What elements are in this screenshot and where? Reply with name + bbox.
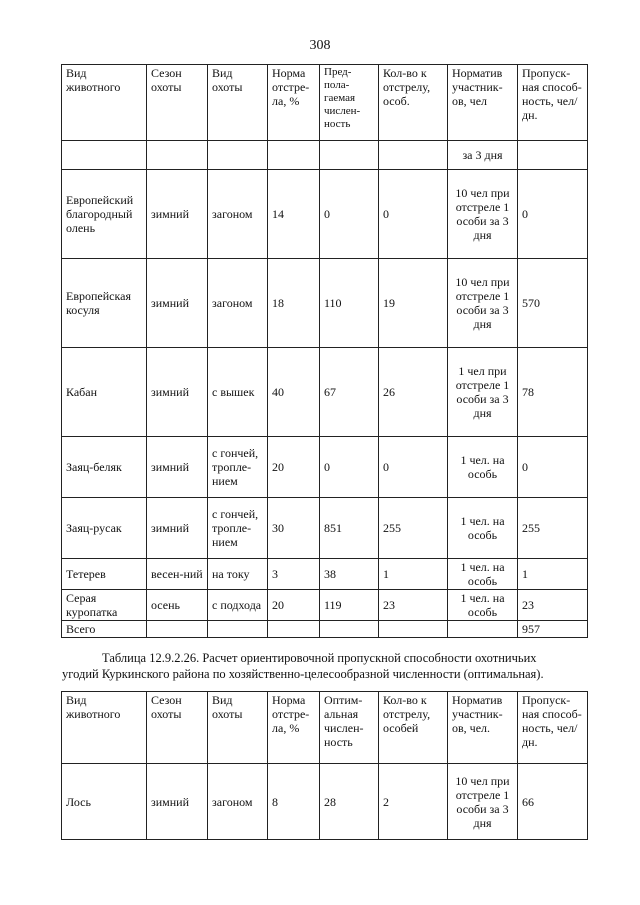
table-row — [62, 498, 588, 559]
season-cell: весен-ний — [147, 559, 208, 590]
total-value: 957 — [518, 621, 588, 638]
total-label: Всего — [62, 621, 147, 638]
norm-cell: 3 — [268, 559, 320, 590]
animal-cell: Европейский благородный олень — [62, 170, 147, 259]
participants-cell: 10 чел при отстреле 1 особи за 3 дня — [448, 170, 518, 259]
count-cell: 0 — [379, 437, 448, 498]
capacity-cell: 1 — [518, 559, 588, 590]
norm-cell: 20 — [268, 590, 320, 621]
animal-cell: Заяц-беляк — [62, 437, 147, 498]
animal-cell: Лось — [62, 764, 147, 840]
animal-cell: Тетерев — [62, 559, 147, 590]
count-cell: 255 — [379, 498, 448, 559]
table-caption — [62, 650, 588, 682]
participants-cell: 1 чел при отстреле 1 особи за 3 дня — [448, 348, 518, 437]
season-cell: зимний — [147, 764, 208, 840]
caption-line-2: угодий Куркинского района по хозяйственно-целесообразной численности (оптимальная). — [62, 667, 544, 681]
population-cell: 0 — [320, 437, 379, 498]
table-row — [62, 259, 588, 348]
animal-cell: Серая куропатка — [62, 590, 147, 621]
hunt-type-cell: с гончей, тропле-нием — [208, 437, 268, 498]
table-row — [62, 348, 588, 437]
header-norm: Норма отстре-ла, % — [268, 65, 320, 141]
header-capacity: Пропуск-ная способ-ность, чел/дн. — [518, 65, 588, 141]
header-count: Кол-во к отстрелу, особей — [379, 692, 448, 764]
capacity-cell: 0 — [518, 437, 588, 498]
norm-cell: 8 — [268, 764, 320, 840]
header-participants: Норматив участник-ов, чел — [448, 65, 518, 141]
norm-cell: 20 — [268, 437, 320, 498]
total-row — [62, 621, 588, 638]
count-cell: 1 — [379, 559, 448, 590]
table-header-row — [62, 692, 588, 764]
population-cell: 28 — [320, 764, 379, 840]
population-cell: 119 — [320, 590, 379, 621]
header-season: Сезон охоты — [147, 65, 208, 141]
continuation-text: за 3 дня — [448, 141, 518, 170]
capacity-cell: 570 — [518, 259, 588, 348]
hunt-type-cell: загоном — [208, 170, 268, 259]
count-cell: 23 — [379, 590, 448, 621]
capacity-cell: 66 — [518, 764, 588, 840]
count-cell: 26 — [379, 348, 448, 437]
participants-cell: 10 чел при отстреле 1 особи за 3 дня — [448, 764, 518, 840]
norm-cell: 14 — [268, 170, 320, 259]
season-cell: зимний — [147, 437, 208, 498]
hunt-type-cell: с гончей, тропле-нием — [208, 498, 268, 559]
participants-cell: 10 чел при отстреле 1 особи за 3 дня — [448, 259, 518, 348]
continuation-row — [62, 141, 588, 170]
capacity-cell: 0 — [518, 170, 588, 259]
header-animal: Вид животного — [62, 692, 147, 764]
season-cell: зимний — [147, 259, 208, 348]
count-cell: 2 — [379, 764, 448, 840]
header-animal: Вид животного — [62, 65, 147, 141]
capacity-cell: 255 — [518, 498, 588, 559]
norm-cell: 30 — [268, 498, 320, 559]
population-cell: 851 — [320, 498, 379, 559]
season-cell: зимний — [147, 498, 208, 559]
header-population: Оптим-альная числен-ность — [320, 692, 379, 764]
capacity-cell: 23 — [518, 590, 588, 621]
table-row — [62, 437, 588, 498]
count-cell: 19 — [379, 259, 448, 348]
count-cell: 0 — [379, 170, 448, 259]
hunt-type-cell: загоном — [208, 259, 268, 348]
caption-line-1: Таблица 12.9.2.26. Расчет ориентировочной пропускной способности охотничьих — [102, 651, 537, 665]
season-cell: зимний — [147, 348, 208, 437]
participants-cell: 1 чел. на особь — [448, 590, 518, 621]
population-cell: 0 — [320, 170, 379, 259]
norm-cell: 40 — [268, 348, 320, 437]
header-hunt-type: Вид охоты — [208, 65, 268, 141]
optimal-capacity-table — [61, 691, 588, 840]
header-population: Пред-пола-гаемая числен-ность — [320, 65, 379, 141]
population-cell: 38 — [320, 559, 379, 590]
animal-cell: Заяц-русак — [62, 498, 147, 559]
table-row — [62, 590, 588, 621]
population-cell: 67 — [320, 348, 379, 437]
animal-cell: Европейская косуля — [62, 259, 147, 348]
norm-cell: 18 — [268, 259, 320, 348]
animal-cell: Кабан — [62, 348, 147, 437]
table-row — [62, 764, 588, 840]
header-season: Сезон охоты — [147, 692, 208, 764]
hunt-type-cell: на току — [208, 559, 268, 590]
hunting-capacity-table — [61, 64, 588, 638]
participants-cell: 1 чел. на особь — [448, 498, 518, 559]
population-cell: 110 — [320, 259, 379, 348]
table-header-row — [62, 65, 588, 141]
participants-cell: 1 чел. на особь — [448, 437, 518, 498]
header-count: Кол-во к отстрелу, особ. — [379, 65, 448, 141]
table-row — [62, 559, 588, 590]
season-cell: зимний — [147, 170, 208, 259]
hunt-type-cell: с вышек — [208, 348, 268, 437]
header-norm: Норма отстре-ла, % — [268, 692, 320, 764]
header-hunt-type: Вид охоты — [208, 692, 268, 764]
capacity-cell: 78 — [518, 348, 588, 437]
header-participants: Норматив участник-ов, чел. — [448, 692, 518, 764]
page-number: 308 — [309, 38, 331, 53]
season-cell: осень — [147, 590, 208, 621]
hunt-type-cell: с подхода — [208, 590, 268, 621]
header-capacity: Пропуск-ная способ-ность, чел/дн. — [518, 692, 588, 764]
participants-cell: 1 чел. на особь — [448, 559, 518, 590]
hunt-type-cell: загоном — [208, 764, 268, 840]
table-row — [62, 170, 588, 259]
